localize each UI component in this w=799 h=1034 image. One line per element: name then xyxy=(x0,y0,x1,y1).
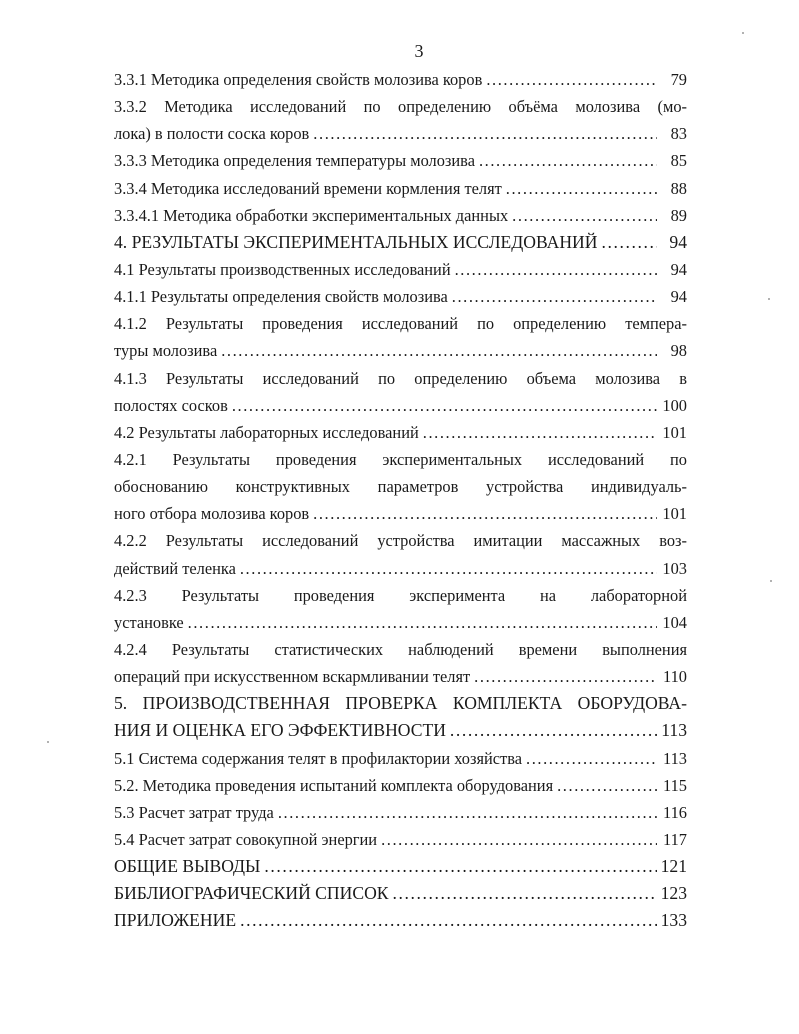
toc-entry-title: 3.3.3 Методика определения температуры молозива xyxy=(114,151,475,171)
toc-entry-title: 5.2. Методика проведения испытаний комплекта оборудования xyxy=(114,775,554,795)
dot-leader xyxy=(188,609,657,636)
toc-entry-title: 4. РЕЗУЛЬТАТЫ ЭКСПЕРИМЕНТАЛЬНЫХ ИССЛЕДОВАНИЙ xyxy=(114,231,598,252)
toc-entry-title: полостях сосков xyxy=(114,395,228,415)
toc-line xyxy=(114,745,687,772)
toc-entry-page: 94 xyxy=(669,231,687,252)
toc-line xyxy=(114,419,687,446)
page-number: 3 xyxy=(414,41,424,61)
dot-leader xyxy=(512,202,657,229)
scan-speck xyxy=(768,298,770,300)
toc-line xyxy=(114,120,687,147)
toc-entry-title: ного отбора молозива коров xyxy=(114,504,310,524)
toc-entry-title: лока) в полости соска коров xyxy=(114,124,310,144)
toc-entry-title: 3.3.1 Методика определения свойств молозива коров xyxy=(114,70,483,89)
toc-entry-page: 104 xyxy=(662,612,687,632)
toc-line xyxy=(114,392,687,419)
dot-leader xyxy=(381,826,657,853)
toc-line xyxy=(114,880,687,907)
toc-line xyxy=(114,175,687,202)
toc-entry-title: 4.1 Результаты производственных исследований xyxy=(114,259,451,279)
scan-speck xyxy=(47,741,49,743)
toc-line xyxy=(114,717,687,744)
dot-leader xyxy=(278,799,657,826)
toc-entry-page: 133 xyxy=(660,910,687,931)
toc-entry-page: 110 xyxy=(663,667,687,687)
toc-entry-page: 98 xyxy=(670,341,687,361)
toc-entry-title: НИЯ И ОЦЕНКА ЕГО ЭФФЕКТИВНОСТИ xyxy=(114,720,446,741)
toc-entry-page: 103 xyxy=(662,558,687,578)
toc-entry-page: 113 xyxy=(663,748,687,768)
dot-leader xyxy=(601,229,657,256)
toc-entry-page: 116 xyxy=(663,802,687,822)
dot-leader xyxy=(232,392,657,419)
dot-leader xyxy=(264,853,656,880)
toc-line xyxy=(114,663,687,690)
toc-entry-page: 88 xyxy=(670,178,687,198)
toc-entry-page: 79 xyxy=(670,70,687,89)
toc-entry-page: 101 xyxy=(662,422,687,442)
toc-line xyxy=(114,799,687,826)
dot-leader xyxy=(474,663,657,690)
toc-line: 4.2.3 Результаты проведения эксперимента на лабораторной xyxy=(114,585,687,605)
toc-entry-title: установке xyxy=(114,612,184,632)
dot-leader xyxy=(313,120,657,147)
toc-entry-title: 5.4 Расчет затрат совокупной энергии xyxy=(114,829,378,849)
toc-line: 4.2.4 Результаты статистических наблюдений времени выполнения xyxy=(114,639,687,659)
toc-entry-title: 4.1.1 Результаты определения свойств молозива xyxy=(114,287,448,307)
toc-line xyxy=(114,826,687,853)
dot-leader xyxy=(506,175,657,202)
dot-leader xyxy=(423,419,657,446)
toc-entry-page: 94 xyxy=(670,287,687,307)
scan-speck xyxy=(770,580,772,582)
toc-line xyxy=(114,256,687,283)
toc-entry-page: 123 xyxy=(660,883,687,904)
scan-speck xyxy=(742,32,744,34)
dot-leader xyxy=(393,880,657,907)
toc-entry-page: 83 xyxy=(670,124,687,144)
toc-entry-title: действий теленка xyxy=(114,558,236,578)
toc-entry-title: ПРИЛОЖЕНИЕ xyxy=(114,910,237,931)
toc-entry-title: ОБЩИЕ ВЫВОДЫ xyxy=(114,856,261,877)
dot-leader xyxy=(452,283,657,310)
dot-leader xyxy=(526,745,657,772)
toc-entry-page: 101 xyxy=(662,504,687,524)
dot-leader xyxy=(313,500,657,527)
toc-line xyxy=(114,202,687,229)
toc-entry-page: 121 xyxy=(660,856,687,877)
dot-leader xyxy=(240,555,657,582)
toc-line xyxy=(114,555,687,582)
toc-line xyxy=(114,772,687,799)
toc-entry-title: 3.3.4 Методика исследований времени кормления телят xyxy=(114,178,502,198)
toc-line: 4.1.2 Результаты проведения исследований по определению темпера- xyxy=(114,314,687,334)
toc-entry-page: 100 xyxy=(662,395,687,415)
toc-line xyxy=(114,853,687,880)
dot-leader xyxy=(486,66,657,93)
toc-line: 4.1.3 Результаты исследований по определению объема молозива в xyxy=(114,368,687,388)
toc-line xyxy=(114,66,687,93)
toc-line xyxy=(114,500,687,527)
toc-line xyxy=(114,609,687,636)
dot-leader xyxy=(240,907,657,934)
toc-entry-page: 115 xyxy=(663,775,687,795)
toc-line xyxy=(114,147,687,174)
toc-entry-title: БИБЛИОГРАФИЧЕСКИЙ СПИСОК xyxy=(114,883,389,904)
table-of-contents xyxy=(114,66,687,935)
toc-line: 5. ПРОИЗВОДСТВЕННАЯ ПРОВЕРКА КОМПЛЕКТА ОБОРУДОВА- xyxy=(114,693,687,714)
toc-line xyxy=(114,283,687,310)
toc-entry-page: 117 xyxy=(663,829,687,849)
dot-leader xyxy=(455,256,657,283)
toc-entry-title: 3.3.4.1 Методика обработки экспериментальных данных xyxy=(114,205,509,225)
toc-entry-title: туры молозива xyxy=(114,341,218,361)
toc-entry-page: 113 xyxy=(661,720,687,741)
dot-leader xyxy=(221,337,657,364)
toc-entry-title: 5.3 Расчет затрат труда xyxy=(114,802,274,822)
toc-entry-page: 94 xyxy=(670,259,687,279)
toc-line: 4.2.1 Результаты проведения экспериментальных исследований по xyxy=(114,449,687,469)
toc-entry-title: 5.1 Система содержания телят в профилактории хозяйства xyxy=(114,748,522,768)
toc-entry-page: 85 xyxy=(670,151,687,171)
dot-leader xyxy=(450,717,657,744)
toc-line: 4.2.2 Результаты исследований устройства имитации массажных воз- xyxy=(114,531,687,551)
toc-line xyxy=(114,907,687,934)
toc-entry-title: 4.2 Результаты лабораторных исследований xyxy=(114,422,419,442)
toc-line: 3.3.2 Методика исследований по определению объёма молозива (мо- xyxy=(114,97,687,117)
dot-leader xyxy=(479,147,657,174)
toc-line xyxy=(114,229,687,256)
toc-entry-title: операций при искусственном вскармливании телят xyxy=(114,667,471,687)
toc-entry-page: 89 xyxy=(670,205,687,225)
dot-leader xyxy=(557,772,657,799)
toc-line xyxy=(114,337,687,364)
toc-line: обоснованию конструктивных параметров устройства индивидуаль- xyxy=(114,477,687,497)
